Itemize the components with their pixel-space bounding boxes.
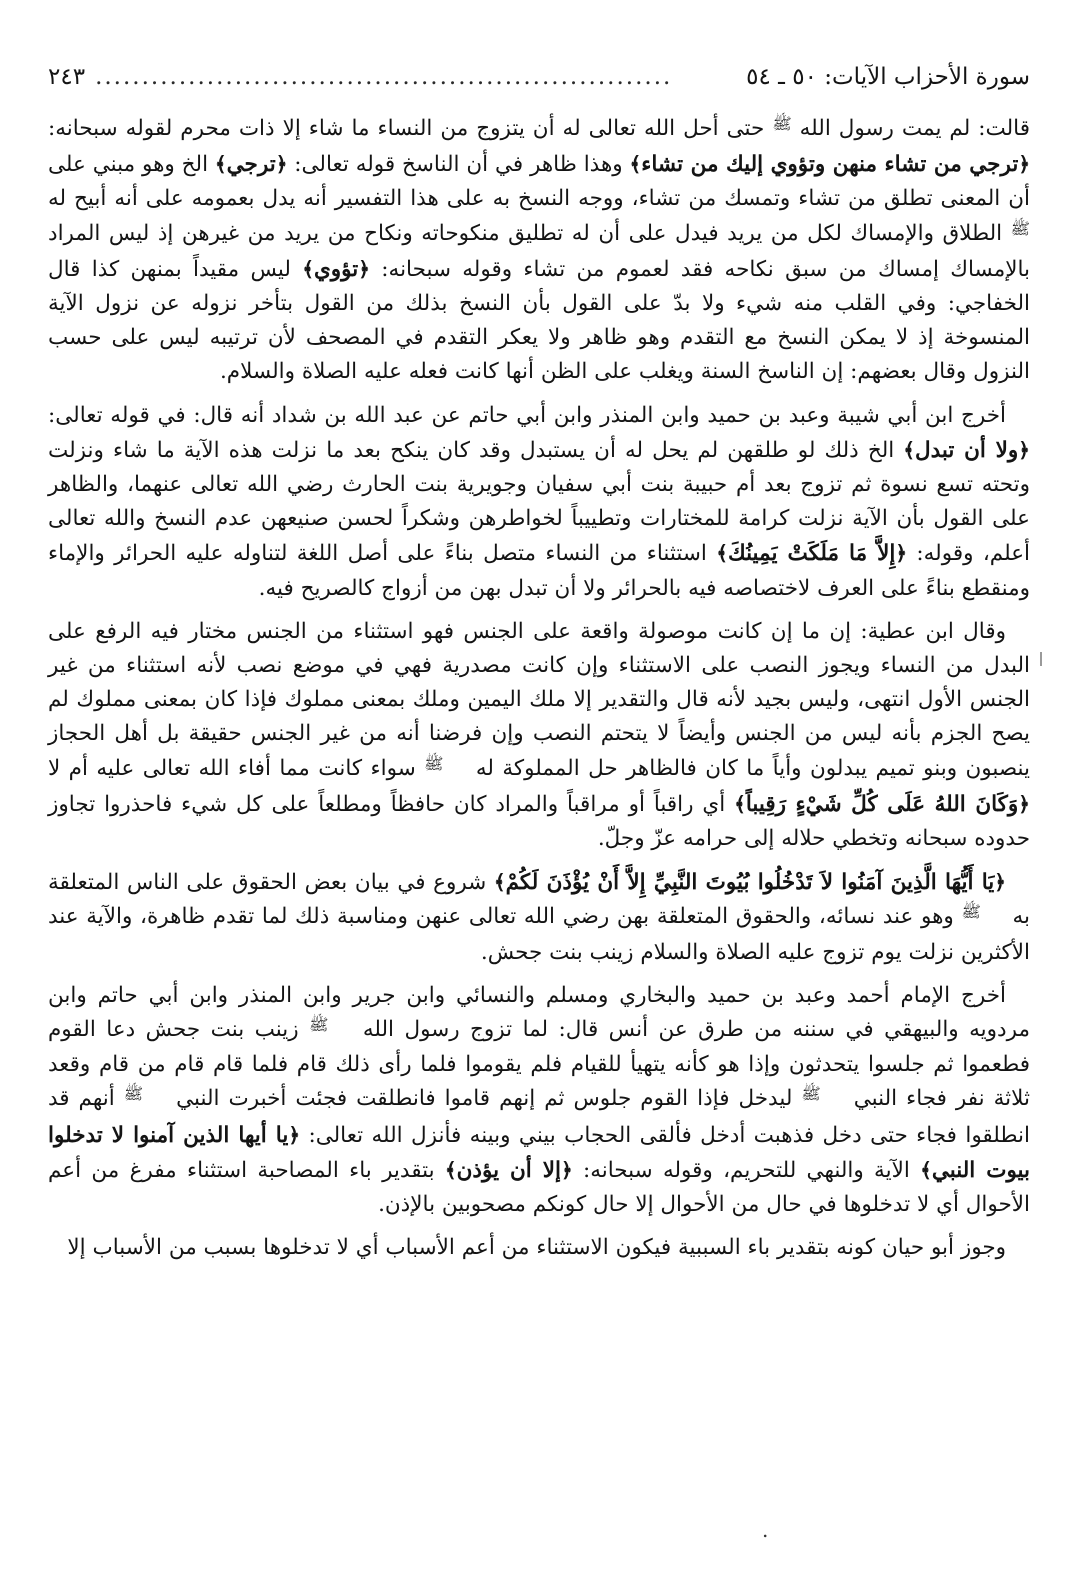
text: وقال ابن عطية: إن ما إن كانت موصولة واقعة على الجنس فهو استثناء من الجنس مختار فيه الرفع على البدل من النساء ويجوز النصب على الاستثناء وإن كانت مصدرية فهي في موضع نصب لأنه استثناء من غير الجنس الأول انتهى، وليس بجيد لأنه قال والتقدير إلا ملك اليمين وملك بمعنى مملوك فإذا كان بمعنى مملوك لم يصح الجزم بأنه ليس من الجنس وأيضاً لا يتحتم النصب وإن فرضنا أنه من غير الجنس حقيقة بل أهل الحجاز ينصبون وبنو تميم يبدلون وأياً ما كان فالظاهر حل المملوكة له bbox=[48, 618, 1031, 781]
text: استثناء من النساء متصل بناءً على أصل اللغة لتناوله عليه الحرائر والإماء ومنقطع بناءً على العرف لاختصاصه فيه بالحرائر ولا أن تبدل بهن من أزواج كالصريح فيه. bbox=[48, 541, 1030, 601]
quran-bracket-open: ﴿ bbox=[275, 152, 288, 177]
text: حتى أحل الله تعالى له أن يتزوج من النساء ما شاء إلا ذات محرم لقوله سبحانه: bbox=[48, 116, 765, 141]
quran-bracket-open: ﴿ bbox=[994, 870, 1007, 895]
quran-bracket-close: ﴾ bbox=[716, 541, 728, 566]
salawat-symbol: ﷺ bbox=[772, 114, 792, 133]
text: وهذا ظاهر في أن الناسخ قوله تعالى: bbox=[294, 152, 623, 178]
paragraph-5 bbox=[48, 979, 1030, 1222]
text: أنهم قد انطلقوا فجاء حتى دخل فذهبت أدخل فألقى الحجاب بيني وبينه فأنزل الله تعالى: bbox=[48, 1086, 1031, 1148]
quran-quote: يَا أَيُّهَا الَّذِينَ آمَنُوا لاَ تَدْخُلُوا بُيُوتَ النَّبِيِّ إِلاَّ أَنْ يُؤْذَنَ لَكُمْ bbox=[505, 870, 995, 896]
footer-dot: . bbox=[762, 1518, 769, 1542]
book-page bbox=[48, 60, 1030, 1275]
quran-bracket-open: ﴿ bbox=[560, 1157, 573, 1182]
text: أخرج الإمام أحمد وعبد بن حميد والبخاري ومسلم والنسائي وابن جرير وابن المنذر وابن أبي حاتم وابن مردويه والبيهقي في سننه من طرق عن أنس قال: لما تزوج رسول الله bbox=[48, 982, 1030, 1043]
quran-bracket-open: ﴿ bbox=[288, 1122, 301, 1147]
quran-bracket-close: ﴾ bbox=[734, 791, 746, 816]
quran-bracket-open: ﴿ bbox=[358, 256, 370, 281]
quran-bracket-close: ﴾ bbox=[629, 152, 642, 177]
salawat-symbol: ﷺ bbox=[424, 753, 444, 773]
quran-bracket-close: ﴾ bbox=[302, 256, 314, 281]
quran-quote: ترجي bbox=[226, 152, 276, 178]
page-number: ٢٤٣ bbox=[48, 64, 86, 90]
quran-quote: إِلاَّ مَا مَلَكَتْ يَمِينُكَ bbox=[727, 541, 896, 567]
quran-bracket-close: ﴾ bbox=[920, 1157, 932, 1182]
quran-bracket-close: ﴾ bbox=[444, 1157, 457, 1182]
salawat-symbol: ﷺ bbox=[801, 1084, 821, 1104]
quran-bracket-open: ﴿ bbox=[895, 541, 908, 566]
paragraph-6 bbox=[48, 1231, 1030, 1265]
quran-bracket-close: ﴾ bbox=[903, 437, 916, 462]
text: الخ ذلك لو طلقهن لم يحل له أن يستبدل وقد كان ينكح بعد ما نزلت هذه الآية ما شاء ونزلت وتحته تسع نسوة ثم تزوج بعد أم حبيبة بنت أبي سفيان وجويرية بنت الحارث رضي الله تعالى عنهما، والظاهر على القول بأن الآية نزلت كرامة للمختارات وتطييباً لخواطرهن وشكراً لحسن صنيعهن عدم النسخ والله تعالى أعلم، وقوله: bbox=[48, 437, 1030, 567]
quran-bracket-close: ﴾ bbox=[214, 152, 227, 177]
quran-bracket-open: ﴿ bbox=[1018, 437, 1030, 462]
paragraph-1 bbox=[48, 112, 1030, 390]
salawat-symbol: ﷺ bbox=[309, 1015, 329, 1035]
text: أي راقباً أو مراقباً والمراد كان حافظاً ومطلعاً على كل شيء فاحذروا تجاوز حدوده سبحانه وتخطي حلاله إلى حرامه عزّ وجلّ. bbox=[48, 791, 1030, 852]
paragraph-4 bbox=[48, 865, 1030, 970]
margin-mark bbox=[1040, 652, 1042, 666]
quran-bracket-open: ﴿ bbox=[1018, 152, 1031, 177]
salawat-symbol: ﷺ bbox=[123, 1084, 144, 1104]
quran-quote: يا أيها الذين آمنوا لا تدخلوا بيوت النبي bbox=[48, 1122, 1031, 1183]
quran-quote: إلا أن يؤذن bbox=[456, 1157, 561, 1183]
text: سواء كانت مما أفاء الله تعالى عليه أم لا bbox=[48, 755, 416, 781]
leader-dots: .............................................................. bbox=[95, 64, 673, 90]
text: الطلاق والإمساك لكل من يريد فيدل على أن له تطليق منكوحاته ونكاح من يريد من غيرهن إذ ليس المراد بالإمساك إمساك من سبق نكاحه فقد لعموم من تشاء وقوله سبحانه: bbox=[48, 220, 1031, 282]
quran-quote: وَكَانَ اللهُ عَلَى كُلِّ شَيْءٍ رَقِيباً bbox=[745, 791, 1019, 817]
text: قالت: لم يمت رسول الله bbox=[799, 116, 1030, 141]
quran-bracket-open: ﴿ bbox=[1018, 791, 1030, 816]
text: زينب بنت جحش دعا القوم فطعموا ثم جلسوا يتحدثون وإذا هو كأنه يتهيأ للقيام فلم يقوموا فلما رأى ذلك قام فلما قام قام من قام وقعد ثلاثة نفر فجاء النبي bbox=[48, 1017, 1030, 1112]
surah-title: سورة الأحزاب الآيات: ٥٠ ـ ٥٤ bbox=[746, 64, 1030, 90]
paragraph-2 bbox=[48, 399, 1030, 606]
text: الخ وهو مبني على أن المعنى تطلق من تشاء وتمسك من تشاء، ووجه النسخ به على هذا التفسير أنه يدل بعمومه على أنه أبيح له bbox=[48, 152, 1030, 212]
quran-quote: ترجي من تشاء منهن وتؤوي إليك من تشاء bbox=[641, 152, 1019, 178]
text: وجوز أبو حيان كونه بتقدير باء السببية فيكون الاستثناء من أعم الأسباب أي لا تدخلوها بسبب من الأسباب إلا bbox=[67, 1235, 1006, 1261]
salawat-symbol: ﷺ bbox=[1010, 218, 1030, 238]
text: شروع في بيان بعض الحقوق على الناس المتعلقة به bbox=[48, 870, 1030, 930]
text: ليس مقيداً بمنهن كذا قال الخفاجي: وفي القلب منه شيء ولا بدّ على القول بأن النسخ بذلك من القول بتأخر نزوله عن نزول الآية المنسوخة إذ لا يمكن النسخ مع التقدم وهو ظاهر ولا يعكر التقدم في المصحف لأن ترتيبه ليس على حسب النزول وقال بعضهم: إن الناسخ السنة ويغلب على الظن أنها كانت فعله عليه الصلاة والسلام. bbox=[48, 256, 1030, 385]
quran-bracket-close: ﴾ bbox=[493, 870, 506, 895]
salawat-symbol: ﷺ bbox=[961, 902, 981, 922]
paragraph-3 bbox=[48, 615, 1030, 856]
running-header bbox=[48, 60, 1030, 96]
text: الآية والنهي للتحريم، وقوله سبحانه: bbox=[582, 1157, 910, 1183]
quran-quote: ولا أن تبدل bbox=[915, 437, 1019, 463]
text: بتقدير باء المصاحبة استثناء مفرغ من أعم الأحوال أي لا تدخلوها في حال من الأحوال إلا حال كونكم مصحوبين بالإذن. bbox=[48, 1157, 1030, 1218]
quran-quote: تؤوي bbox=[313, 256, 359, 282]
text: أخرج ابن أبي شيبة وعبد بن حميد وابن المنذر وابن أبي حاتم عن عبد الله بن شداد أنه قال: في قوله تعالى: bbox=[48, 402, 1006, 428]
text: ليدخل فإذا القوم جلوس ثم إنهم قاموا فانطلقت فجئت أخبرت النبي bbox=[176, 1086, 793, 1112]
text: وهو عند نسائه، والحقوق المتعلقة بهن رضي الله تعالى عنهن ومناسبة ذلك لما تقدم ظاهرة، والآية عند الأكثرين نزلت يوم تزوج عليه الصلاة والسلام زينب بنت جحش. bbox=[48, 904, 1030, 965]
